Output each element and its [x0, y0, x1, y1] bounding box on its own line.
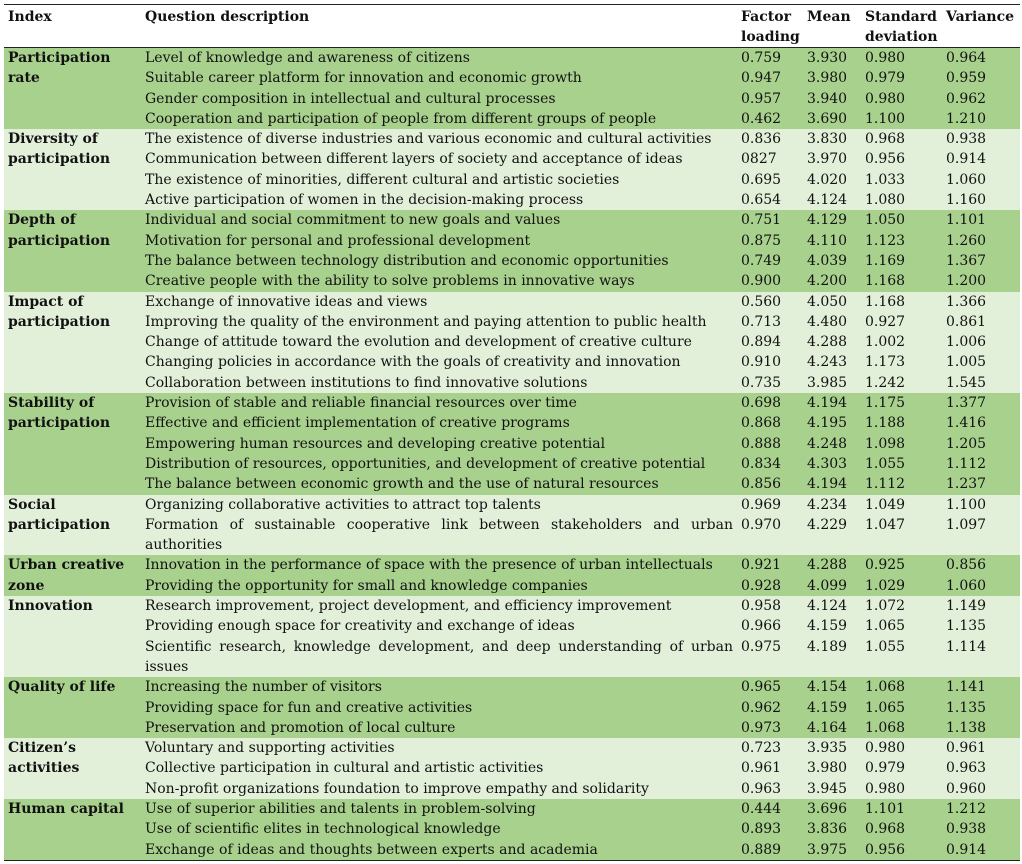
- mean-cell: 4.480: [803, 312, 861, 332]
- mean-cell: 4.129: [803, 210, 861, 230]
- index-cell: Innovation: [4, 596, 141, 677]
- standard-deviation-cell: 1.173: [861, 352, 942, 372]
- question-cell: Exchange of innovative ideas and views: [141, 292, 737, 312]
- question-cell: Use of superior abilities and talents in problem-solving: [141, 799, 737, 819]
- question-cell: Empowering human resources and developing creative potential: [141, 434, 737, 454]
- question-cell: Provision of stable and reliable financial resources over time: [141, 393, 737, 413]
- mean-cell: 3.696: [803, 799, 861, 819]
- standard-deviation-cell: 1.242: [861, 373, 942, 393]
- standard-deviation-cell: 1.065: [861, 616, 942, 636]
- table-row: [4, 738, 1020, 758]
- variance-cell: 0.963: [942, 758, 1020, 778]
- variance-cell: 0.961: [942, 738, 1020, 758]
- mean-cell: 3.970: [803, 149, 861, 169]
- variance-cell: 1.112: [942, 454, 1020, 474]
- factor-loading-cell: 0.889: [737, 840, 803, 861]
- factor-loading-cell: 0.969: [737, 495, 803, 515]
- standard-deviation-cell: 1.188: [861, 413, 942, 433]
- mean-cell: 4.195: [803, 413, 861, 433]
- standard-deviation-cell: 0.956: [861, 840, 942, 861]
- variance-cell: 0.960: [942, 779, 1020, 799]
- question-cell: Use of scientific elites in technological knowledge: [141, 819, 737, 839]
- factor-loading-cell: 0.444: [737, 799, 803, 819]
- standard-deviation-cell: 1.029: [861, 576, 942, 596]
- variance-cell: 0.962: [942, 89, 1020, 109]
- question-cell: Innovation in the performance of space with the presence of urban intellectuals: [141, 555, 737, 575]
- table-row: [4, 474, 1020, 494]
- question-cell: Collective participation in cultural and artistic activities: [141, 758, 737, 778]
- mean-cell: 3.830: [803, 129, 861, 149]
- table-row: [4, 393, 1020, 413]
- question-cell: Preservation and promotion of local culture: [141, 718, 737, 738]
- table-row: [4, 596, 1020, 616]
- factor-loading-cell: 0.875: [737, 231, 803, 251]
- factor-loading-cell: 0.749: [737, 251, 803, 271]
- mean-cell: 4.200: [803, 271, 861, 291]
- header-row: [4, 5, 1020, 48]
- mean-cell: 4.248: [803, 434, 861, 454]
- table-row: [4, 413, 1020, 433]
- mean-cell: 4.164: [803, 718, 861, 738]
- question-cell: Gender composition in intellectual and cultural processes: [141, 89, 737, 109]
- question-cell: Change of attitude toward the evolution and development of creative culture: [141, 332, 737, 352]
- standard-deviation-cell: 0.968: [861, 129, 942, 149]
- table-row: [4, 210, 1020, 230]
- variance-cell: 1.377: [942, 393, 1020, 413]
- header-index: Index: [4, 5, 141, 48]
- question-cell: Suitable career platform for innovation and economic growth: [141, 68, 737, 88]
- mean-cell: 4.194: [803, 474, 861, 494]
- factor-analysis-table: [4, 4, 1020, 861]
- mean-cell: 4.189: [803, 637, 861, 678]
- variance-cell: 1.060: [942, 170, 1020, 190]
- variance-cell: 1.114: [942, 637, 1020, 678]
- factor-loading-cell: 0.735: [737, 373, 803, 393]
- table-row: [4, 312, 1020, 332]
- standard-deviation-cell: 1.112: [861, 474, 942, 494]
- standard-deviation-cell: 1.101: [861, 799, 942, 819]
- table-row: [4, 352, 1020, 372]
- standard-deviation-cell: 0.927: [861, 312, 942, 332]
- question-cell: Exchange of ideas and thoughts between experts and academia: [141, 840, 737, 861]
- table-row: [4, 292, 1020, 312]
- header-variance: Variance: [942, 5, 1020, 48]
- factor-loading-cell: 0.970: [737, 515, 803, 556]
- mean-cell: 4.234: [803, 495, 861, 515]
- standard-deviation-cell: 1.175: [861, 393, 942, 413]
- variance-cell: 0.959: [942, 68, 1020, 88]
- index-cell: Depth of participation: [4, 210, 141, 291]
- question-cell: Distribution of resources, opportunities, and development of creative potential: [141, 454, 737, 474]
- table-row: [4, 109, 1020, 129]
- table-row: [4, 149, 1020, 169]
- variance-cell: 1.416: [942, 413, 1020, 433]
- factor-loading-cell: 0.751: [737, 210, 803, 230]
- factor-loading-cell: 0.888: [737, 434, 803, 454]
- variance-cell: 1.545: [942, 373, 1020, 393]
- index-cell: Diversity of participation: [4, 129, 141, 210]
- question-cell: Creative people with the ability to solve problems in innovative ways: [141, 271, 737, 291]
- table-row: [4, 698, 1020, 718]
- factor-loading-cell: 0.966: [737, 616, 803, 636]
- mean-cell: 4.050: [803, 292, 861, 312]
- table-body: [4, 48, 1020, 861]
- standard-deviation-cell: 1.068: [861, 677, 942, 697]
- mean-cell: 3.930: [803, 48, 861, 69]
- table-row: [4, 251, 1020, 271]
- variance-cell: 0.938: [942, 819, 1020, 839]
- variance-cell: 1.149: [942, 596, 1020, 616]
- factor-loading-cell: 0.836: [737, 129, 803, 149]
- table-row: [4, 373, 1020, 393]
- table-row: [4, 129, 1020, 149]
- mean-cell: 4.124: [803, 190, 861, 210]
- standard-deviation-cell: 0.980: [861, 738, 942, 758]
- variance-cell: 0.914: [942, 840, 1020, 861]
- header-mean: Mean: [803, 5, 861, 48]
- index-cell: Urban creative zone: [4, 555, 141, 596]
- mean-cell: 4.243: [803, 352, 861, 372]
- mean-cell: 3.940: [803, 89, 861, 109]
- standard-deviation-cell: 1.068: [861, 718, 942, 738]
- table-row: [4, 677, 1020, 697]
- variance-cell: 1.160: [942, 190, 1020, 210]
- table-row: [4, 89, 1020, 109]
- mean-cell: 4.039: [803, 251, 861, 271]
- variance-cell: 1.200: [942, 271, 1020, 291]
- index-cell: Human capital: [4, 799, 141, 860]
- factor-loading-cell: 0.560: [737, 292, 803, 312]
- factor-loading-cell: 0.654: [737, 190, 803, 210]
- variance-cell: 1.210: [942, 109, 1020, 129]
- variance-cell: 0.914: [942, 149, 1020, 169]
- index-cell: Quality of life: [4, 677, 141, 738]
- variance-cell: 1.097: [942, 515, 1020, 556]
- standard-deviation-cell: 0.980: [861, 89, 942, 109]
- table-row: [4, 515, 1020, 556]
- standard-deviation-cell: 1.169: [861, 251, 942, 271]
- question-cell: Research improvement, project development, and efficiency improvement: [141, 596, 737, 616]
- mean-cell: 3.836: [803, 819, 861, 839]
- mean-cell: 3.690: [803, 109, 861, 129]
- factor-loading-cell: 0.957: [737, 89, 803, 109]
- mean-cell: 4.020: [803, 170, 861, 190]
- standard-deviation-cell: 1.168: [861, 292, 942, 312]
- table-row: [4, 170, 1020, 190]
- mean-cell: 4.124: [803, 596, 861, 616]
- standard-deviation-cell: 1.098: [861, 434, 942, 454]
- mean-cell: 4.229: [803, 515, 861, 556]
- question-cell: Effective and efficient implementation of creative programs: [141, 413, 737, 433]
- variance-cell: 1.260: [942, 231, 1020, 251]
- variance-cell: 0.861: [942, 312, 1020, 332]
- factor-loading-cell: 0.856: [737, 474, 803, 494]
- variance-cell: 1.367: [942, 251, 1020, 271]
- standard-deviation-cell: 1.168: [861, 271, 942, 291]
- standard-deviation-cell: 0.956: [861, 149, 942, 169]
- question-cell: Organizing collaborative activities to attract top talents: [141, 495, 737, 515]
- header-standard-deviation: Standard deviation: [861, 5, 942, 48]
- variance-cell: 0.964: [942, 48, 1020, 69]
- question-cell: Active participation of women in the decision-making process: [141, 190, 737, 210]
- question-cell: The existence of minorities, different cultural and artistic societies: [141, 170, 737, 190]
- table-row: [4, 332, 1020, 352]
- mean-cell: 3.980: [803, 68, 861, 88]
- standard-deviation-cell: 0.979: [861, 68, 942, 88]
- standard-deviation-cell: 0.925: [861, 555, 942, 575]
- factor-loading-cell: 0.947: [737, 68, 803, 88]
- table-row: [4, 190, 1020, 210]
- mean-cell: 3.975: [803, 840, 861, 861]
- factor-loading-cell: 0.910: [737, 352, 803, 372]
- factor-loading-cell: 0.961: [737, 758, 803, 778]
- mean-cell: 3.980: [803, 758, 861, 778]
- factor-loading-cell: 0.698: [737, 393, 803, 413]
- standard-deviation-cell: 1.050: [861, 210, 942, 230]
- variance-cell: 1.366: [942, 292, 1020, 312]
- question-cell: Communication between different layers of society and acceptance of ideas: [141, 149, 737, 169]
- table-row: [4, 616, 1020, 636]
- standard-deviation-cell: 1.047: [861, 515, 942, 556]
- table-row: [4, 68, 1020, 88]
- index-cell: Participation rate: [4, 48, 141, 130]
- variance-cell: 0.856: [942, 555, 1020, 575]
- variance-cell: 1.060: [942, 576, 1020, 596]
- header-question: Question description: [141, 5, 737, 48]
- question-cell: Motivation for personal and professional development: [141, 231, 737, 251]
- question-cell: Providing the opportunity for small and knowledge companies: [141, 576, 737, 596]
- question-cell: Increasing the number of visitors: [141, 677, 737, 697]
- table-row: [4, 555, 1020, 575]
- table-row: [4, 779, 1020, 799]
- factor-loading-cell: 0.962: [737, 698, 803, 718]
- question-cell: Formation of sustainable cooperative link between stakeholders and urban authorities: [141, 515, 737, 556]
- variance-cell: 1.205: [942, 434, 1020, 454]
- variance-cell: 1.005: [942, 352, 1020, 372]
- question-cell: Voluntary and supporting activities: [141, 738, 737, 758]
- question-cell: The existence of diverse industries and various economic and cultural activities: [141, 129, 737, 149]
- question-cell: Level of knowledge and awareness of citizens: [141, 48, 737, 69]
- table-row: [4, 758, 1020, 778]
- factor-loading-cell: 0.868: [737, 413, 803, 433]
- standard-deviation-cell: 0.968: [861, 819, 942, 839]
- standard-deviation-cell: 0.980: [861, 779, 942, 799]
- table-row: [4, 231, 1020, 251]
- mean-cell: 4.099: [803, 576, 861, 596]
- table-row: [4, 718, 1020, 738]
- factor-loading-cell: 0.921: [737, 555, 803, 575]
- question-cell: Providing space for fun and creative activities: [141, 698, 737, 718]
- variance-cell: 1.101: [942, 210, 1020, 230]
- index-cell: Citizen’s activities: [4, 738, 141, 799]
- standard-deviation-cell: 1.072: [861, 596, 942, 616]
- standard-deviation-cell: 1.065: [861, 698, 942, 718]
- mean-cell: 4.110: [803, 231, 861, 251]
- mean-cell: 4.154: [803, 677, 861, 697]
- question-cell: Changing policies in accordance with the goals of creativity and innovation: [141, 352, 737, 372]
- standard-deviation-cell: 1.033: [861, 170, 942, 190]
- standard-deviation-cell: 1.100: [861, 109, 942, 129]
- factor-loading-cell: 0.958: [737, 596, 803, 616]
- variance-cell: 1.141: [942, 677, 1020, 697]
- factor-loading-cell: 0.723: [737, 738, 803, 758]
- table-row: [4, 799, 1020, 819]
- mean-cell: 3.985: [803, 373, 861, 393]
- standard-deviation-cell: 1.123: [861, 231, 942, 251]
- factor-loading-cell: 0.713: [737, 312, 803, 332]
- question-cell: Cooperation and participation of people from different groups of people: [141, 109, 737, 129]
- variance-cell: 1.100: [942, 495, 1020, 515]
- question-cell: Individual and social commitment to new goals and values: [141, 210, 737, 230]
- variance-cell: 1.138: [942, 718, 1020, 738]
- factor-loading-cell: 0.462: [737, 109, 803, 129]
- table-row: [4, 271, 1020, 291]
- standard-deviation-cell: 1.080: [861, 190, 942, 210]
- question-cell: Non-profit organizations foundation to improve empathy and solidarity: [141, 779, 737, 799]
- mean-cell: 3.935: [803, 738, 861, 758]
- factor-loading-cell: 0827: [737, 149, 803, 169]
- question-cell: The balance between economic growth and the use of natural resources: [141, 474, 737, 494]
- mean-cell: 4.194: [803, 393, 861, 413]
- variance-cell: 0.938: [942, 129, 1020, 149]
- table-row: [4, 819, 1020, 839]
- factor-loading-cell: 0.965: [737, 677, 803, 697]
- standard-deviation-cell: 1.049: [861, 495, 942, 515]
- table-header: [4, 5, 1020, 48]
- factor-loading-cell: 0.834: [737, 454, 803, 474]
- table-row: [4, 48, 1020, 69]
- factor-loading-cell: 0.759: [737, 48, 803, 69]
- question-cell: Scientific research, knowledge development, and deep understanding of urban issues: [141, 637, 737, 678]
- variance-cell: 1.135: [942, 616, 1020, 636]
- table-row: [4, 454, 1020, 474]
- factor-loading-cell: 0.894: [737, 332, 803, 352]
- factor-loading-cell: 0.893: [737, 819, 803, 839]
- index-cell: Social participation: [4, 495, 141, 556]
- factor-loading-cell: 0.963: [737, 779, 803, 799]
- index-cell: Stability of participation: [4, 393, 141, 494]
- standard-deviation-cell: 1.055: [861, 454, 942, 474]
- factor-loading-cell: 0.928: [737, 576, 803, 596]
- table-row: [4, 576, 1020, 596]
- table-row: [4, 495, 1020, 515]
- mean-cell: 3.945: [803, 779, 861, 799]
- factor-loading-cell: 0.695: [737, 170, 803, 190]
- mean-cell: 4.288: [803, 555, 861, 575]
- mean-cell: 4.159: [803, 698, 861, 718]
- mean-cell: 4.288: [803, 332, 861, 352]
- table-row: [4, 840, 1020, 861]
- variance-cell: 1.006: [942, 332, 1020, 352]
- index-cell: Impact of participation: [4, 292, 141, 393]
- mean-cell: 4.159: [803, 616, 861, 636]
- question-cell: Providing enough space for creativity and exchange of ideas: [141, 616, 737, 636]
- question-cell: The balance between technology distribution and economic opportunities: [141, 251, 737, 271]
- variance-cell: 1.212: [942, 799, 1020, 819]
- factor-loading-cell: 0.900: [737, 271, 803, 291]
- factor-loading-cell: 0.975: [737, 637, 803, 678]
- header-factor-loading: Factor loading: [737, 5, 803, 48]
- table-row: [4, 637, 1020, 678]
- factor-loading-cell: 0.973: [737, 718, 803, 738]
- question-cell: Collaboration between institutions to find innovative solutions: [141, 373, 737, 393]
- standard-deviation-cell: 1.002: [861, 332, 942, 352]
- variance-cell: 1.237: [942, 474, 1020, 494]
- standard-deviation-cell: 1.055: [861, 637, 942, 678]
- standard-deviation-cell: 0.980: [861, 48, 942, 69]
- question-cell: Improving the quality of the environment and paying attention to public health: [141, 312, 737, 332]
- standard-deviation-cell: 0.979: [861, 758, 942, 778]
- mean-cell: 4.303: [803, 454, 861, 474]
- table-row: [4, 434, 1020, 454]
- variance-cell: 1.135: [942, 698, 1020, 718]
